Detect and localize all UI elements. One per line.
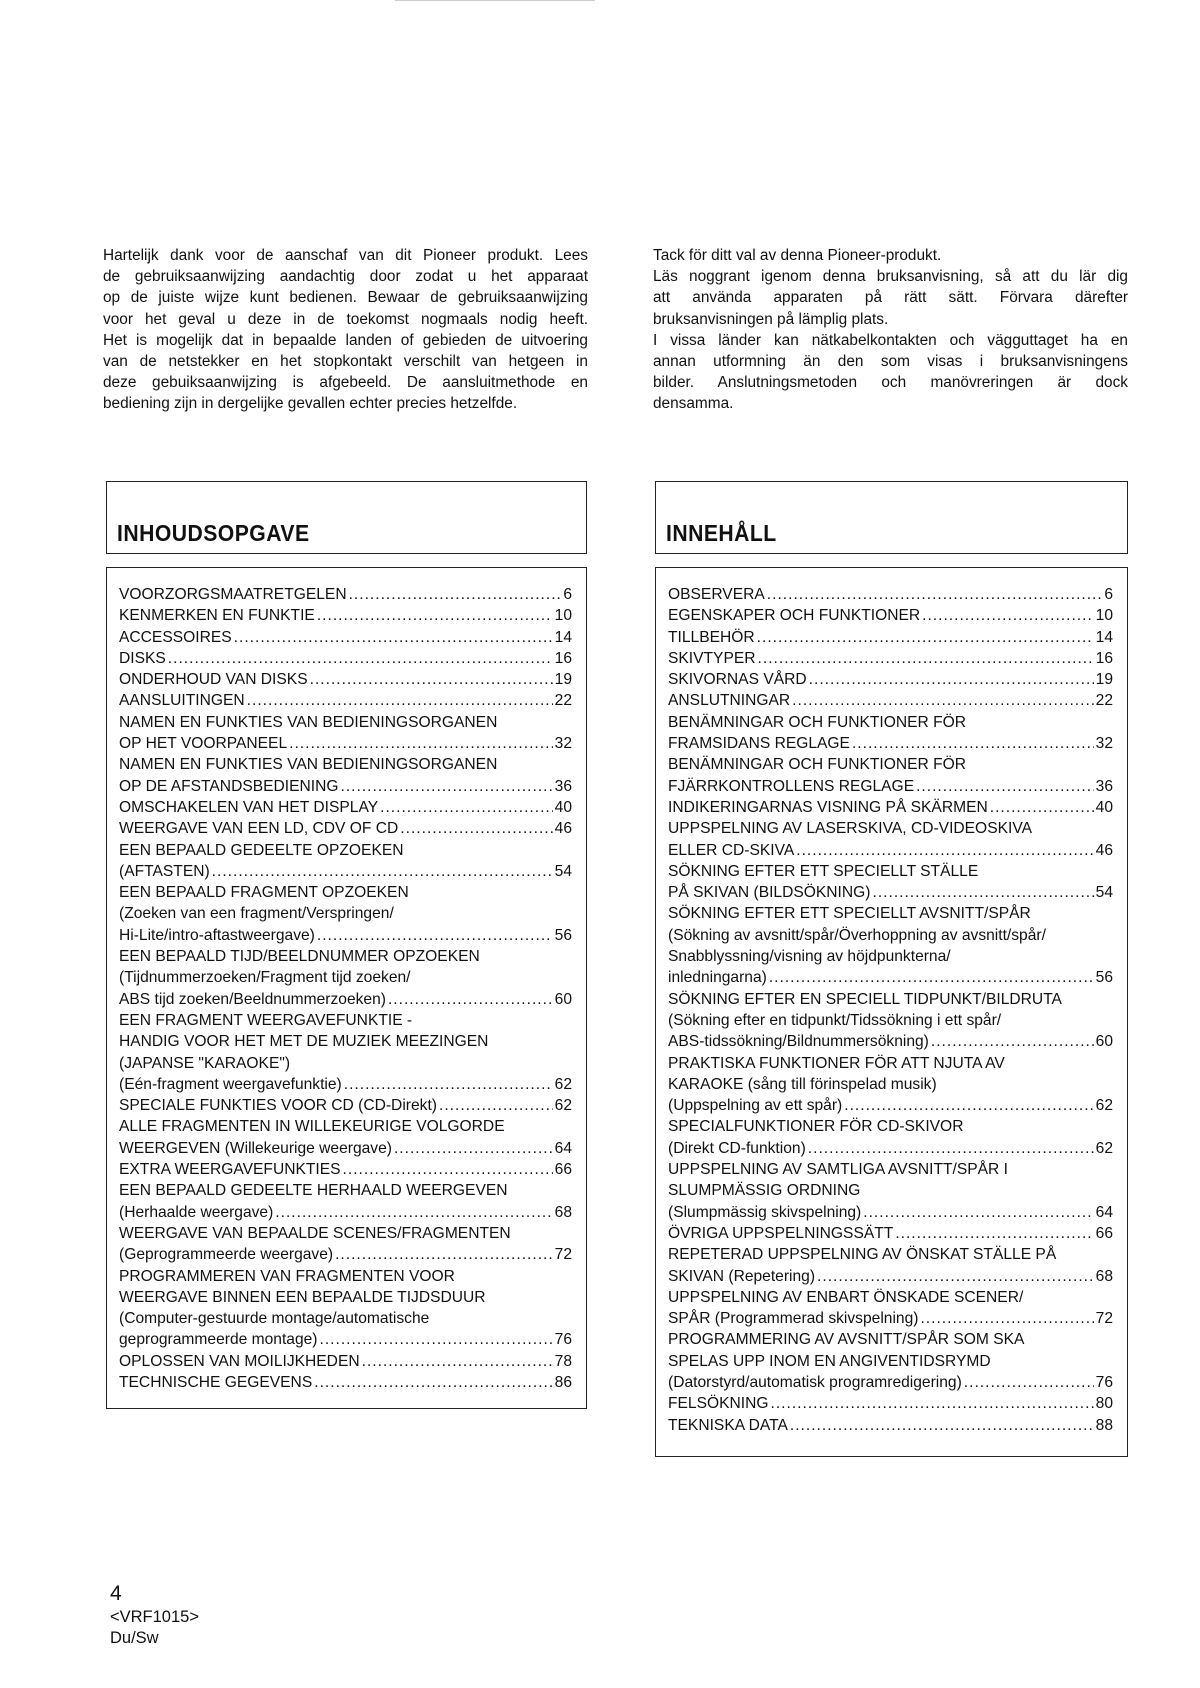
toc-leader-dots [964, 1372, 1094, 1393]
toc-entry-title: EGENSKAPER OCH FUNKTIONER [668, 607, 921, 625]
toc-entry [668, 669, 1113, 690]
toc-entry-title: SPECIALE FUNKTIES VOOR CD (CD-Direkt) [119, 1097, 437, 1115]
toc-entry-page: 88 [1095, 1416, 1113, 1434]
heading-dutch: INHOUDSOPGAVE [117, 520, 310, 546]
intro-line: densamma. [653, 395, 734, 413]
toc-entry-title: (Uppspelning av ett spår) [668, 1097, 843, 1115]
toc-entry-title: PÅ SKIVAN (BILDSÖKNING) [668, 884, 871, 902]
intro-line: voor het geval u deze in de toekomst nogmaals nodig heeft. [103, 310, 588, 328]
toc-entry-page: 46 [554, 820, 572, 838]
toc-entry [668, 967, 1113, 988]
toc-entry-title: (Eén-fragment weergavefunktie) [119, 1075, 342, 1093]
toc-entry-page: 62 [1095, 1097, 1113, 1115]
toc-entry-title: SKIVTYPER [668, 649, 756, 667]
intro-line: I vissa länder kan nätkabelkontakten och vägguttaget ha en [653, 331, 1128, 349]
toc-entry [668, 776, 1113, 797]
toc-entry [668, 584, 1113, 605]
toc-leader-dots [809, 669, 1094, 690]
toc-entry-title: OPLOSSEN VAN MOILIJKHEDEN [119, 1352, 360, 1370]
intro-line: bediening zijn in dergelijke gevallen echter precies hetzelfde. [103, 395, 518, 413]
toc-entry [668, 1116, 1113, 1137]
toc-leader-dots [769, 967, 1094, 988]
toc-leader-dots [289, 733, 553, 754]
toc-entry-page: 40 [554, 798, 572, 816]
toc-entry-title: OBSERVERA [668, 586, 765, 603]
toc-leader-dots [335, 1244, 553, 1265]
toc-entry [668, 1010, 1113, 1031]
toc-leader-dots [380, 797, 553, 818]
toc-entry [668, 1287, 1113, 1308]
toc-leader-dots [341, 776, 553, 797]
toc-leader-dots [863, 1202, 1093, 1223]
toc-entry [668, 1074, 1113, 1095]
toc-leader-dots [317, 605, 553, 626]
toc-entry-page: 54 [1095, 884, 1113, 902]
toc-entry-title: (Herhaalde weergave) [119, 1203, 274, 1221]
toc-entry [119, 861, 572, 882]
toc-entry [119, 1074, 572, 1095]
toc-entry [668, 1351, 1113, 1372]
toc-entry-title: ACCESSOIRES [119, 628, 232, 646]
toc-entry-title: WEERGEVEN (Willekeurige weergave) [119, 1139, 392, 1157]
toc-leader-dots [790, 1415, 1094, 1436]
toc-entry-title: EEN BEPAALD GEDEELTE HERHAALD WEERGEVEN [119, 1182, 508, 1200]
toc-entry-page: 46 [1095, 841, 1113, 859]
toc-entry [119, 1351, 572, 1372]
toc-entry [119, 712, 572, 733]
toc-entry-title: ALLE FRAGMENTEN IN WILLEKEURIGE VOLGORDE [119, 1118, 505, 1136]
toc-entry [668, 648, 1113, 669]
toc-entry [119, 1244, 572, 1265]
toc-entry [668, 754, 1113, 775]
toc-leader-dots [757, 627, 1094, 648]
toc-entry-page: 19 [1095, 671, 1113, 689]
toc-entry-page: 36 [1095, 777, 1113, 795]
toc-entry-title: OP HET VOORPANEEL [119, 735, 288, 753]
toc-entry-title: UPPSPELNING AV LASERSKIVA, CD-VIDEOSKIVA [668, 820, 1032, 838]
toc-entry [119, 690, 572, 711]
toc-entry-title: NAMEN EN FUNKTIES VAN BEDIENINGSORGANEN [119, 713, 498, 731]
toc-entry-title: SLUMPMÄSSIG ORDNING [668, 1182, 861, 1200]
toc-entry [668, 690, 1113, 711]
toc-entry [668, 1393, 1113, 1414]
toc-entry [668, 1223, 1113, 1244]
toc-entry-page: 72 [554, 1246, 572, 1264]
toc-entry-title: EEN BEPAALD TIJD/BEELDNUMMER OPZOEKEN [119, 948, 480, 966]
toc-entry-title: UPPSPELNING AV ENBART ÖNSKADE SCENER/ [668, 1288, 1024, 1306]
toc-leader-dots [388, 989, 553, 1010]
toc-entry [668, 1053, 1113, 1074]
toc-leader-dots [796, 840, 1093, 861]
toc-leader-dots [792, 690, 1093, 711]
toc-entry-title: inledningarna) [668, 969, 767, 987]
toc-entry-title: EEN BEPAALD FRAGMENT OPZOEKEN [119, 884, 409, 902]
language-code: Du/Sw [110, 1629, 159, 1647]
toc-entry-page: 68 [1095, 1267, 1113, 1285]
toc-entry-title: REPETERAD UPPSPELNING AV ÖNSKAT STÄLLE PÅ [668, 1246, 1057, 1264]
toc-entry-page: 86 [554, 1373, 572, 1391]
toc-entry-title: (Zoeken van een fragment/Verspringen/ [119, 905, 394, 923]
toc-entry-page: 60 [1095, 1033, 1113, 1051]
toc-list-swedish [668, 584, 1113, 1436]
toc-entry-page: 36 [554, 777, 572, 795]
toc-entry [119, 797, 572, 818]
intro-line: deze gebuiksaanwijzing is afgebeeld. De aansluitmethode en [103, 374, 588, 392]
toc-entry [119, 733, 572, 754]
toc-entry-title: ELLER CD-SKIVA [668, 841, 795, 859]
toc-entry-title: SPECIALFUNKTIONER FÖR CD-SKIVOR [668, 1118, 964, 1136]
toc-entry [668, 1244, 1113, 1265]
toc-entry [668, 1415, 1113, 1436]
toc-leader-dots [394, 1138, 553, 1159]
toc-entry [119, 1308, 572, 1329]
toc-leader-dots [320, 1329, 553, 1350]
toc-entry [119, 1095, 572, 1116]
toc-entry-page: 14 [1095, 628, 1113, 646]
intro-line: Läs noggrant igenom denna bruksanvisning, så att du lär dig [653, 268, 1128, 286]
toc-entry-title: PROGRAMMEREN VAN FRAGMENTEN VOOR [119, 1267, 455, 1285]
toc-entry-page: 6 [1104, 586, 1113, 603]
toc-entry-page: 64 [554, 1139, 572, 1157]
intro-line: Tack för ditt val av denna Pioneer-produkt. [653, 247, 942, 264]
toc-entry [119, 1010, 572, 1031]
toc-entry-page: 80 [1095, 1395, 1113, 1413]
toc-entry-page: 14 [554, 628, 572, 646]
toc-entry [668, 1308, 1113, 1329]
toc-entry-page: 40 [1095, 798, 1113, 816]
toc-entry-page: 56 [1095, 969, 1113, 987]
toc-entry-title: INDIKERINGARNAS VISNING PÅ SKÄRMEN [668, 798, 988, 816]
toc-entry-title: SPÅR (Programmerad skivspelning) [668, 1310, 919, 1328]
toc-entry-page: 16 [1095, 649, 1113, 667]
toc-entry-page: 62 [554, 1097, 572, 1115]
toc-entry-title: AANSLUITINGEN [119, 692, 245, 710]
toc-entry [119, 840, 572, 861]
toc-entry [119, 1138, 572, 1159]
toc-entry-title: BENÄMNINGAR OCH FUNKTIONER FÖR [668, 713, 967, 731]
toc-entry-title: EEN BEPAALD GEDEELTE OPZOEKEN [119, 841, 404, 859]
toc-entry-page: 54 [554, 862, 572, 880]
toc-entry [119, 967, 572, 988]
toc-entry [668, 797, 1113, 818]
toc-leader-dots [168, 648, 553, 669]
intro-dutch [103, 245, 588, 415]
intro-line: de gebruiksaanwijzing aandachtig door zodat u het apparaat [103, 268, 588, 286]
toc-leader-dots [771, 1393, 1094, 1414]
toc-leader-dots [808, 1138, 1094, 1159]
toc-entry-title: TECHNISCHE GEGEVENS [119, 1373, 313, 1391]
toc-entry [668, 627, 1113, 648]
toc-entry [119, 946, 572, 967]
toc-entry [119, 605, 572, 626]
toc-entry-page: 76 [554, 1331, 572, 1349]
toc-entry [119, 989, 572, 1010]
toc-entry [119, 1266, 572, 1287]
toc-entry-title: ÖVRIGA UPPSPELNINGSSÄTT [668, 1224, 894, 1242]
toc-entry [119, 754, 572, 775]
toc-entry [119, 818, 572, 839]
toc-entry-title: (Tijdnummerzoeken/Fragment tijd zoeken/ [119, 969, 411, 987]
toc-box-swedish [655, 567, 1128, 1457]
toc-entry-title: EXTRA WEERGAVEFUNKTIES [119, 1161, 341, 1179]
toc-entry-title: (AFTASTEN) [119, 862, 210, 880]
toc-entry [668, 1031, 1113, 1052]
toc-entry-page: 62 [554, 1075, 572, 1093]
toc-entry-title: VOORZORGSMAATRETGELEN [119, 586, 347, 603]
toc-leader-dots [362, 1351, 553, 1372]
toc-leader-dots [314, 1372, 552, 1393]
toc-entry [668, 1180, 1113, 1201]
toc-entry-title: KARAOKE (sång till förinspelad musik) [668, 1075, 937, 1093]
toc-entry [668, 946, 1113, 967]
toc-leader-dots [916, 776, 1094, 797]
toc-leader-dots [247, 690, 553, 711]
toc-entry-title: DISKS [119, 649, 166, 667]
toc-entry-title: (Sökning efter en tidpunkt/Tidssökning i ett spår/ [668, 1011, 1002, 1029]
toc-leader-dots [275, 1202, 552, 1223]
toc-entry [119, 1180, 572, 1201]
toc-entry-title: SÖKNING EFTER EN SPECIELL TIDPUNKT/BILDRUTA [668, 990, 1062, 1008]
toc-entry-title: SKIVORNAS VÅRD [668, 671, 807, 689]
toc-entry-page: 72 [1095, 1310, 1113, 1328]
toc-entry-page: 16 [554, 649, 572, 667]
toc-entry-title: EEN FRAGMENT WEERGAVEFUNKTIE - [119, 1011, 413, 1029]
toc-entry-page: 56 [554, 926, 572, 944]
toc-entry-title: HANDIG VOOR HET MET DE MUZIEK MEEZINGEN [119, 1033, 489, 1051]
toc-leader-dots [400, 818, 552, 839]
toc-entry-title: SPELAS UPP INOM EN ANGIVENTIDSRYMD [668, 1352, 991, 1370]
toc-entry-title: ABS tijd zoeken/Beeldnummerzoeken) [119, 990, 386, 1008]
toc-entry-title: SKIVAN (Repetering) [668, 1267, 816, 1285]
toc-entry [668, 989, 1113, 1010]
toc-entry-title: OP DE AFSTANDSBEDIENING [119, 777, 339, 795]
toc-entry-page: 32 [554, 735, 572, 753]
toc-leader-dots [990, 797, 1094, 818]
toc-entry-page: 64 [1095, 1203, 1113, 1221]
toc-entry [119, 1202, 572, 1223]
toc-entry-page: 66 [554, 1161, 572, 1179]
toc-leader-dots [343, 1159, 553, 1180]
toc-entry [668, 903, 1113, 924]
toc-entry-title: Snabblyssning/visning av höjdpunkterna/ [668, 948, 951, 966]
toc-entry [119, 1329, 572, 1350]
toc-entry [668, 818, 1113, 839]
toc-leader-dots [344, 1074, 553, 1095]
toc-leader-dots [844, 1095, 1093, 1116]
toc-entry-page: 32 [1095, 735, 1113, 753]
document-code: <VRF1015> [110, 1608, 199, 1626]
toc-entry [668, 1202, 1113, 1223]
toc-entry [119, 1053, 572, 1074]
intro-line: att använda apparaten på rätt sätt. Förvara därefter [653, 289, 1128, 307]
toc-entry-page: 22 [1095, 692, 1113, 710]
intro-line: Hartelijk dank voor de aanschaf van dit Pioneer produkt. Lees [103, 247, 588, 264]
intro-line: op de juiste wijze kunt bedienen. Bewaar de gebruiksaanwijzing [103, 289, 588, 307]
toc-entry-page: 10 [1095, 607, 1113, 625]
toc-entry-page: 22 [554, 692, 572, 710]
toc-entry [119, 1372, 572, 1393]
toc-leader-dots [234, 627, 553, 648]
intro-line: van de netstekker en het stopkontakt verschilt van hetgeen in [103, 353, 588, 371]
toc-leader-dots [349, 584, 562, 605]
toc-entry [119, 669, 572, 690]
toc-box-dutch [106, 567, 587, 1409]
toc-entry-title: (Geprogrammeerde weergave) [119, 1246, 334, 1264]
toc-entry [119, 648, 572, 669]
toc-entry [668, 712, 1113, 733]
toc-leader-dots [317, 925, 553, 946]
toc-entry [668, 733, 1113, 754]
toc-entry-page: 68 [554, 1203, 572, 1221]
toc-entry [119, 1031, 572, 1052]
toc-entry [119, 1223, 572, 1244]
toc-entry-title: WEERGAVE BINNEN EEN BEPAALDE TIJDSDUUR [119, 1288, 486, 1306]
toc-entry-title: (Direkt CD-funktion) [668, 1139, 806, 1157]
toc-entry [119, 882, 572, 903]
toc-leader-dots [852, 733, 1094, 754]
toc-entry-title: (Sökning av avsnitt/spår/Överhoppning av avsnitt/spår/ [668, 926, 1046, 944]
page-number: 4 [110, 1582, 122, 1605]
toc-entry [668, 882, 1113, 903]
intro-swedish [653, 245, 1128, 415]
toc-entry [119, 584, 572, 605]
toc-entry-page: 62 [1095, 1139, 1113, 1157]
toc-leader-dots [212, 861, 553, 882]
toc-entry [668, 1138, 1113, 1159]
toc-entry [119, 1116, 572, 1137]
toc-entry [119, 1159, 572, 1180]
toc-leader-dots [817, 1266, 1094, 1287]
toc-entry-page: 6 [563, 586, 572, 603]
toc-leader-dots [439, 1095, 553, 1116]
toc-entry [668, 1095, 1113, 1116]
toc-entry [668, 1159, 1113, 1180]
toc-leader-dots [310, 669, 553, 690]
toc-entry [668, 861, 1113, 882]
toc-list-dutch [119, 584, 572, 1393]
toc-entry-page: 76 [1095, 1373, 1113, 1391]
heading-box-swedish [655, 481, 1128, 554]
toc-leader-dots [872, 882, 1093, 903]
toc-entry-title: TILLBEHÖR [668, 628, 755, 646]
toc-leader-dots [895, 1223, 1093, 1244]
toc-entry [668, 1372, 1113, 1393]
toc-entry-title: PROGRAMMERING AV AVSNITT/SPÅR SOM SKA [668, 1331, 1025, 1349]
toc-leader-dots [767, 584, 1103, 605]
toc-entry [668, 840, 1113, 861]
toc-entry [668, 925, 1113, 946]
toc-entry-title: (Slumpmässig skivspelning) [668, 1203, 862, 1221]
toc-leader-dots [922, 605, 1094, 626]
toc-leader-dots [920, 1308, 1093, 1329]
toc-entry-title: NAMEN EN FUNKTIES VAN BEDIENINGSORGANEN [119, 756, 498, 774]
toc-entry-title: ONDERHOUD VAN DISKS [119, 671, 308, 689]
toc-entry-title: UPPSPELNING AV SAMTLIGA AVSNITT/SPÅR I [668, 1161, 1008, 1179]
toc-entry-title: FJÄRRKONTROLLENS REGLAGE [668, 777, 915, 795]
toc-leader-dots [758, 648, 1094, 669]
toc-entry-title: WEERGAVE VAN BEPAALDE SCENES/FRAGMENTEN [119, 1224, 511, 1242]
toc-entry-page: 78 [554, 1352, 572, 1370]
scan-edge-line [395, 0, 595, 1]
toc-entry-title: TEKNISKA DATA [668, 1416, 788, 1434]
toc-entry-title: WEERGAVE VAN EEN LD, CDV OF CD [119, 820, 399, 838]
toc-leader-dots [931, 1031, 1094, 1052]
toc-entry-title: SÖKNING EFTER ETT SPECIELLT STÄLLE [668, 862, 979, 880]
toc-entry [119, 925, 572, 946]
page-footer [110, 1581, 199, 1649]
toc-entry-title: Hi-Lite/intro-aftastweergave) [119, 926, 315, 944]
toc-entry-title: SÖKNING EFTER ETT SPECIELLT AVSNITT/SPÅR [668, 905, 1031, 923]
toc-entry-title: (Computer-gestuurde montage/automatische [119, 1310, 430, 1328]
toc-entry-title: KENMERKEN EN FUNKTIE [119, 607, 315, 625]
intro-line: bilder. Anslutningsmetoden och manövreringen är dock [653, 374, 1128, 392]
toc-entry-page: 10 [554, 607, 572, 625]
toc-entry-page: 60 [554, 990, 572, 1008]
toc-entry-title: OMSCHAKELEN VAN HET DISPLAY [119, 798, 379, 816]
toc-entry-title: BENÄMNINGAR OCH FUNKTIONER FÖR [668, 756, 967, 774]
toc-entry-title: ANSLUTNINGAR [668, 692, 791, 710]
toc-entry [668, 605, 1113, 626]
toc-entry-title: (Datorstyrd/automatisk programredigering) [668, 1373, 962, 1391]
toc-entry-title: PRAKTISKA FUNKTIONER FÖR ATT NJUTA AV [668, 1054, 1005, 1072]
intro-line: bruksanvisningen på lämplig plats. [653, 310, 889, 328]
toc-entry [119, 627, 572, 648]
toc-entry-page: 19 [554, 671, 572, 689]
toc-entry [119, 903, 572, 924]
toc-entry [119, 776, 572, 797]
toc-entry-title: geprogrammeerde montage) [119, 1331, 318, 1349]
toc-entry [119, 1287, 572, 1308]
toc-entry-title: FELSÖKNING [668, 1395, 769, 1413]
heading-swedish: INNEHÅLL [666, 520, 777, 546]
intro-line: annan utformning än den som visas i bruksanvisningens [653, 353, 1128, 371]
toc-entry-title: FRAMSIDANS REGLAGE [668, 735, 850, 753]
toc-entry-page: 66 [1095, 1224, 1113, 1242]
toc-entry-title: ABS-tidssökning/Bildnummersökning) [668, 1033, 929, 1051]
heading-box-dutch [106, 481, 587, 554]
intro-line: Het is mogelijk dat in bepaalde landen of gebieden de uitvoering [103, 331, 588, 349]
toc-entry [668, 1329, 1113, 1350]
toc-entry [668, 1266, 1113, 1287]
toc-entry-title: (JAPANSE "KARAOKE") [119, 1054, 291, 1072]
